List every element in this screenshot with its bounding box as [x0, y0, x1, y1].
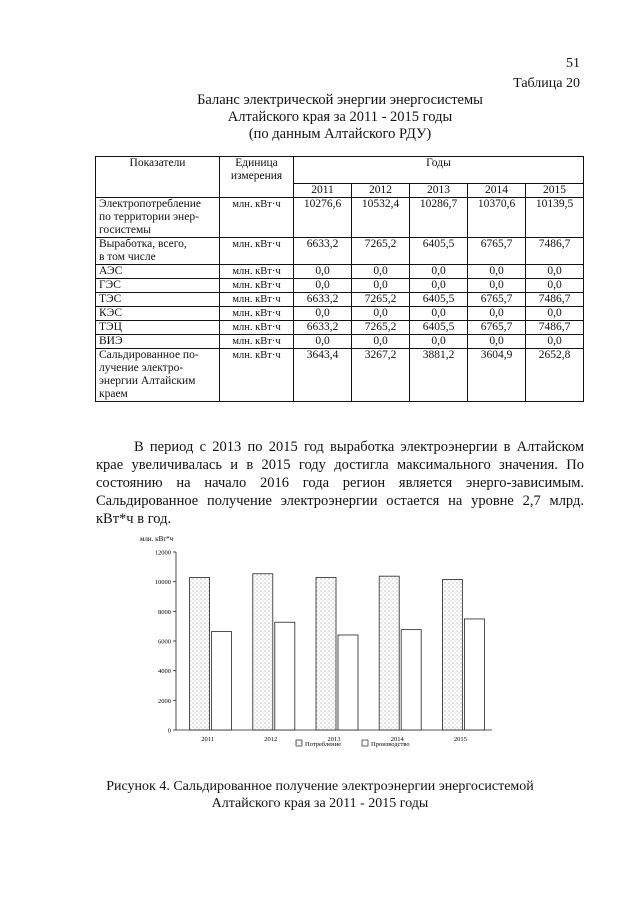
x-tick-label: 2015	[453, 736, 467, 743]
cell-value: 6405,5	[410, 293, 468, 307]
row-label	[96, 321, 220, 335]
y-tick-label: 12000	[154, 549, 171, 557]
bar-consumption-2015	[442, 580, 462, 730]
x-tick-label: 2014	[390, 736, 404, 743]
bar-consumption-2012	[253, 574, 273, 730]
row-label-line: ТЭЦ	[99, 321, 122, 333]
cell-value: 3604,9	[468, 349, 526, 402]
cell-value: 0,0	[294, 265, 352, 279]
bar-production-2013	[338, 635, 358, 730]
cell-value: 10139,5	[526, 198, 584, 238]
header-year-2012: 2012	[352, 184, 410, 198]
cell-value: 6765,7	[468, 238, 526, 265]
row-label	[96, 265, 220, 279]
row-unit: млн. кВт·ч	[220, 293, 294, 307]
row-label-line: ВИЭ	[99, 335, 123, 347]
bar-production-2015	[464, 619, 484, 730]
legend-swatch-consumption	[296, 740, 302, 746]
y-tick-label: 4000	[158, 668, 171, 676]
row-label-line: Выработка, всего,	[99, 238, 187, 250]
table-row	[96, 265, 584, 279]
bar-production-2012	[275, 622, 295, 730]
cell-value: 10276,6	[294, 198, 352, 238]
cell-value: 3881,2	[410, 349, 468, 402]
cell-value: 0,0	[352, 335, 410, 349]
figure-caption-line: Рисунок 4. Сальдированное получение электроэнергии энергосистемой	[106, 779, 534, 794]
y-tick-label: 0	[167, 727, 171, 735]
cell-value: 0,0	[294, 307, 352, 321]
cell-value: 6405,5	[410, 238, 468, 265]
cell-value: 10370,6	[468, 198, 526, 238]
cell-value: 7486,7	[526, 321, 584, 335]
cell-value: 0,0	[526, 279, 584, 293]
cell-value: 2652,8	[526, 349, 584, 402]
bar-production-2011	[212, 632, 232, 730]
table-caption	[140, 92, 540, 143]
header-years: Годы	[294, 157, 584, 184]
y-axis-label: млн. кВт*ч	[140, 535, 174, 543]
row-label-line: лучение электро-	[99, 362, 184, 374]
row-label	[96, 307, 220, 321]
bar-consumption-2013	[316, 577, 336, 730]
body-paragraph: В период с 2013 по 2015 год выработка электроэнергии в Алтайском крае увеличивалась и в 2015 году достигла максимального значения. По состоянию на начало 2016 года регион является энерго-зависимым. Сальдированное получение электроэнергии остается на уровне 2,7 млрд. кВт*ч в год.	[96, 439, 584, 527]
cell-value: 0,0	[410, 335, 468, 349]
table-row	[96, 349, 584, 402]
cell-value: 0,0	[352, 265, 410, 279]
cell-value: 0,0	[468, 265, 526, 279]
table-caption-line: Алтайского края за 2011 - 2015 годы	[227, 109, 453, 125]
cell-value: 6405,5	[410, 321, 468, 335]
cell-value: 6633,2	[294, 321, 352, 335]
row-unit: млн. кВт·ч	[220, 307, 294, 321]
header-unit	[220, 157, 294, 198]
row-label-line: госистемы	[99, 224, 151, 236]
cell-value: 10532,4	[352, 198, 410, 238]
cell-value: 7265,2	[352, 238, 410, 265]
row-label-line: Электропотребление	[99, 198, 201, 210]
bar-chart	[140, 530, 500, 758]
row-label-line: краем	[99, 388, 128, 400]
row-unit: млн. кВт·ч	[220, 349, 294, 402]
row-unit: млн. кВт·ч	[220, 198, 294, 238]
row-label-line: в том числе	[99, 251, 156, 263]
cell-value: 0,0	[468, 279, 526, 293]
table-row	[96, 307, 584, 321]
row-label	[96, 238, 220, 265]
header-indicator: Показатели	[96, 157, 220, 198]
y-tick-label: 10000	[154, 579, 171, 587]
y-tick-label: 8000	[158, 608, 171, 616]
row-label	[96, 335, 220, 349]
header-year-2014: 2014	[468, 184, 526, 198]
cell-value: 7486,7	[526, 238, 584, 265]
cell-value: 0,0	[294, 279, 352, 293]
cell-value: 6765,7	[468, 293, 526, 307]
cell-value: 7265,2	[352, 321, 410, 335]
cell-value: 0,0	[526, 307, 584, 321]
y-tick-label: 2000	[158, 697, 171, 705]
energy-balance-table	[95, 156, 584, 402]
row-label-line: ГЭС	[99, 279, 121, 291]
table-row	[96, 238, 584, 265]
bar-production-2014	[401, 630, 421, 730]
cell-value: 6765,7	[468, 321, 526, 335]
row-label	[96, 293, 220, 307]
cell-value: 3267,2	[352, 349, 410, 402]
row-label	[96, 198, 220, 238]
table-caption-line: Баланс электрической энергии энергосистемы	[197, 92, 483, 108]
table-label: Таблица 20	[513, 76, 580, 91]
row-label-line: Сальдированное по-	[99, 349, 199, 361]
row-label-line: АЭС	[99, 265, 123, 277]
cell-value: 0,0	[410, 265, 468, 279]
header-unit-line: Единица	[235, 157, 278, 169]
cell-value: 10286,7	[410, 198, 468, 238]
row-label-line: по территории энер-	[99, 211, 199, 223]
table-caption-line: (по данным Алтайского РДУ)	[248, 126, 432, 142]
cell-value: 0,0	[526, 265, 584, 279]
cell-value: 0,0	[526, 335, 584, 349]
y-tick-label: 6000	[158, 638, 171, 646]
row-unit: млн. кВт·ч	[220, 335, 294, 349]
table-row	[96, 293, 584, 307]
cell-value: 0,0	[468, 335, 526, 349]
bar-consumption-2014	[379, 576, 399, 730]
x-tick-label: 2013	[327, 736, 341, 743]
cell-value: 6633,2	[294, 293, 352, 307]
cell-value: 0,0	[352, 307, 410, 321]
row-label-line: ТЭС	[99, 293, 122, 305]
row-unit: млн. кВт·ч	[220, 238, 294, 265]
row-label-line: энергии Алтайским	[99, 375, 196, 387]
header-year-2013: 2013	[410, 184, 468, 198]
header-year-2015: 2015	[526, 184, 584, 198]
cell-value: 0,0	[468, 307, 526, 321]
row-label	[96, 349, 220, 402]
cell-value: 0,0	[352, 279, 410, 293]
table-row	[96, 335, 584, 349]
cell-value: 3643,4	[294, 349, 352, 402]
bar-consumption-2011	[190, 578, 210, 730]
figure-caption-line: Алтайского края за 2011 - 2015 годы	[211, 796, 429, 811]
row-label-line: КЭС	[99, 307, 123, 319]
figure-caption	[100, 778, 540, 812]
table-row	[96, 279, 584, 293]
row-unit: млн. кВт·ч	[220, 321, 294, 335]
header-year-2011: 2011	[294, 184, 352, 198]
cell-value: 0,0	[410, 279, 468, 293]
cell-value: 7486,7	[526, 293, 584, 307]
cell-value: 7265,2	[352, 293, 410, 307]
row-label	[96, 279, 220, 293]
x-tick-label: 2011	[201, 736, 214, 743]
x-tick-label: 2012	[264, 736, 278, 743]
table-row	[96, 198, 584, 238]
row-unit: млн. кВт·ч	[220, 265, 294, 279]
header-unit-line: измерения	[230, 170, 283, 182]
cell-value: 6633,2	[294, 238, 352, 265]
legend-label-production: Производство	[371, 741, 410, 748]
legend-label-consumption: Потребление	[305, 741, 342, 748]
row-unit: млн. кВт·ч	[220, 279, 294, 293]
table-row	[96, 321, 584, 335]
legend-swatch-production	[362, 740, 368, 746]
cell-value: 0,0	[410, 307, 468, 321]
page-number: 51	[566, 56, 580, 71]
cell-value: 0,0	[294, 335, 352, 349]
